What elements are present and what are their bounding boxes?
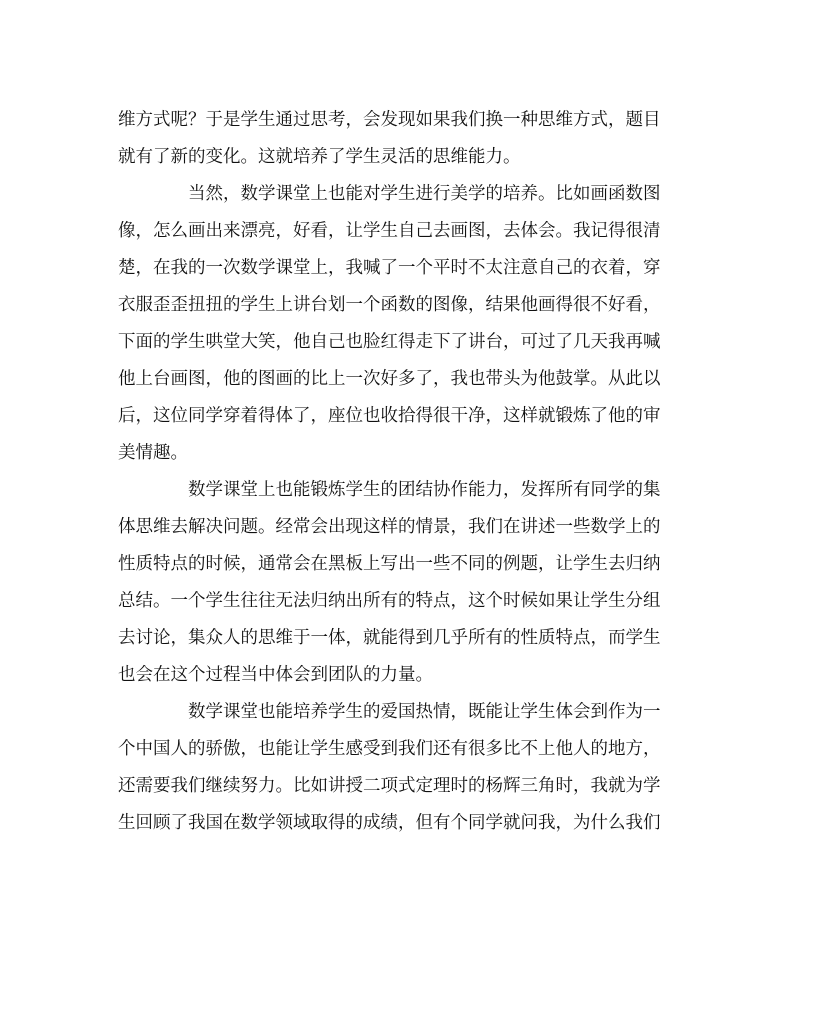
paragraph-start-line: 当然，数学课堂上也能对学生进行美学的培养。比如画函数图 <box>188 184 661 204</box>
text-line: 维方式呢？于是学生通过思考，会发现如果我们换一种思维方式，题目 <box>118 110 661 130</box>
text-line: 去讨论，集众人的思维于一体，就能得到几乎所有的性质特点，而学生 <box>118 628 661 648</box>
text-line: 体思维去解决问题。经常会出现这样的情景，我们在讲述一些数学上的 <box>118 517 661 537</box>
text-line: 也会在这个过程当中体会到团队的力量。 <box>118 665 433 685</box>
paragraph-start-line: 数学课堂上也能锻炼学生的团结协作能力，发挥所有同学的集 <box>188 480 661 500</box>
text-line: 楚，在我的一次数学课堂上，我喊了一个平时不太注意自己的衣着，穿 <box>118 258 661 278</box>
text-line: 就有了新的变化。这就培养了学生灵活的思维能力。 <box>118 147 521 167</box>
text-line: 像，怎么画出来漂亮，好看，让学生自己去画图，去体会。我记得很清 <box>118 221 661 241</box>
body-text <box>118 102 698 842</box>
text-line: 总结。一个学生往往无法归纳出所有的特点，这个时候如果让学生分组 <box>118 591 661 611</box>
text-line: 下面的学生哄堂大笑，他自己也脸红得走下了讲台，可过了几天我再喊 <box>118 332 661 352</box>
text-line: 美情趣。 <box>118 443 188 463</box>
text-line: 后，这位同学穿着得体了，座位也收拾得很干净，这样就锻炼了他的审 <box>118 406 661 426</box>
text-line: 个中国人的骄傲，也能让学生感受到我们还有很多比不上他人的地方， <box>118 739 661 759</box>
text-line: 衣服歪歪扭扭的学生上讲台划一个函数的图像，结果他画得很不好看， <box>118 295 661 315</box>
text-line: 他上台画图，他的图画的比上一次好多了，我也带头为他鼓掌。从此以 <box>118 369 661 389</box>
paragraph-start-line: 数学课堂也能培养学生的爱国热情，既能让学生体会到作为一 <box>188 702 661 722</box>
text-line: 性质特点的时候，通常会在黑板上写出一些不同的例题，让学生去归纳 <box>118 554 661 574</box>
text-line: 生回顾了我国在数学领域取得的成绩，但有个同学就问我，为什么我们 <box>118 813 661 833</box>
text-line: 还需要我们继续努力。比如讲授二项式定理时的杨辉三角时，我就为学 <box>118 776 661 796</box>
